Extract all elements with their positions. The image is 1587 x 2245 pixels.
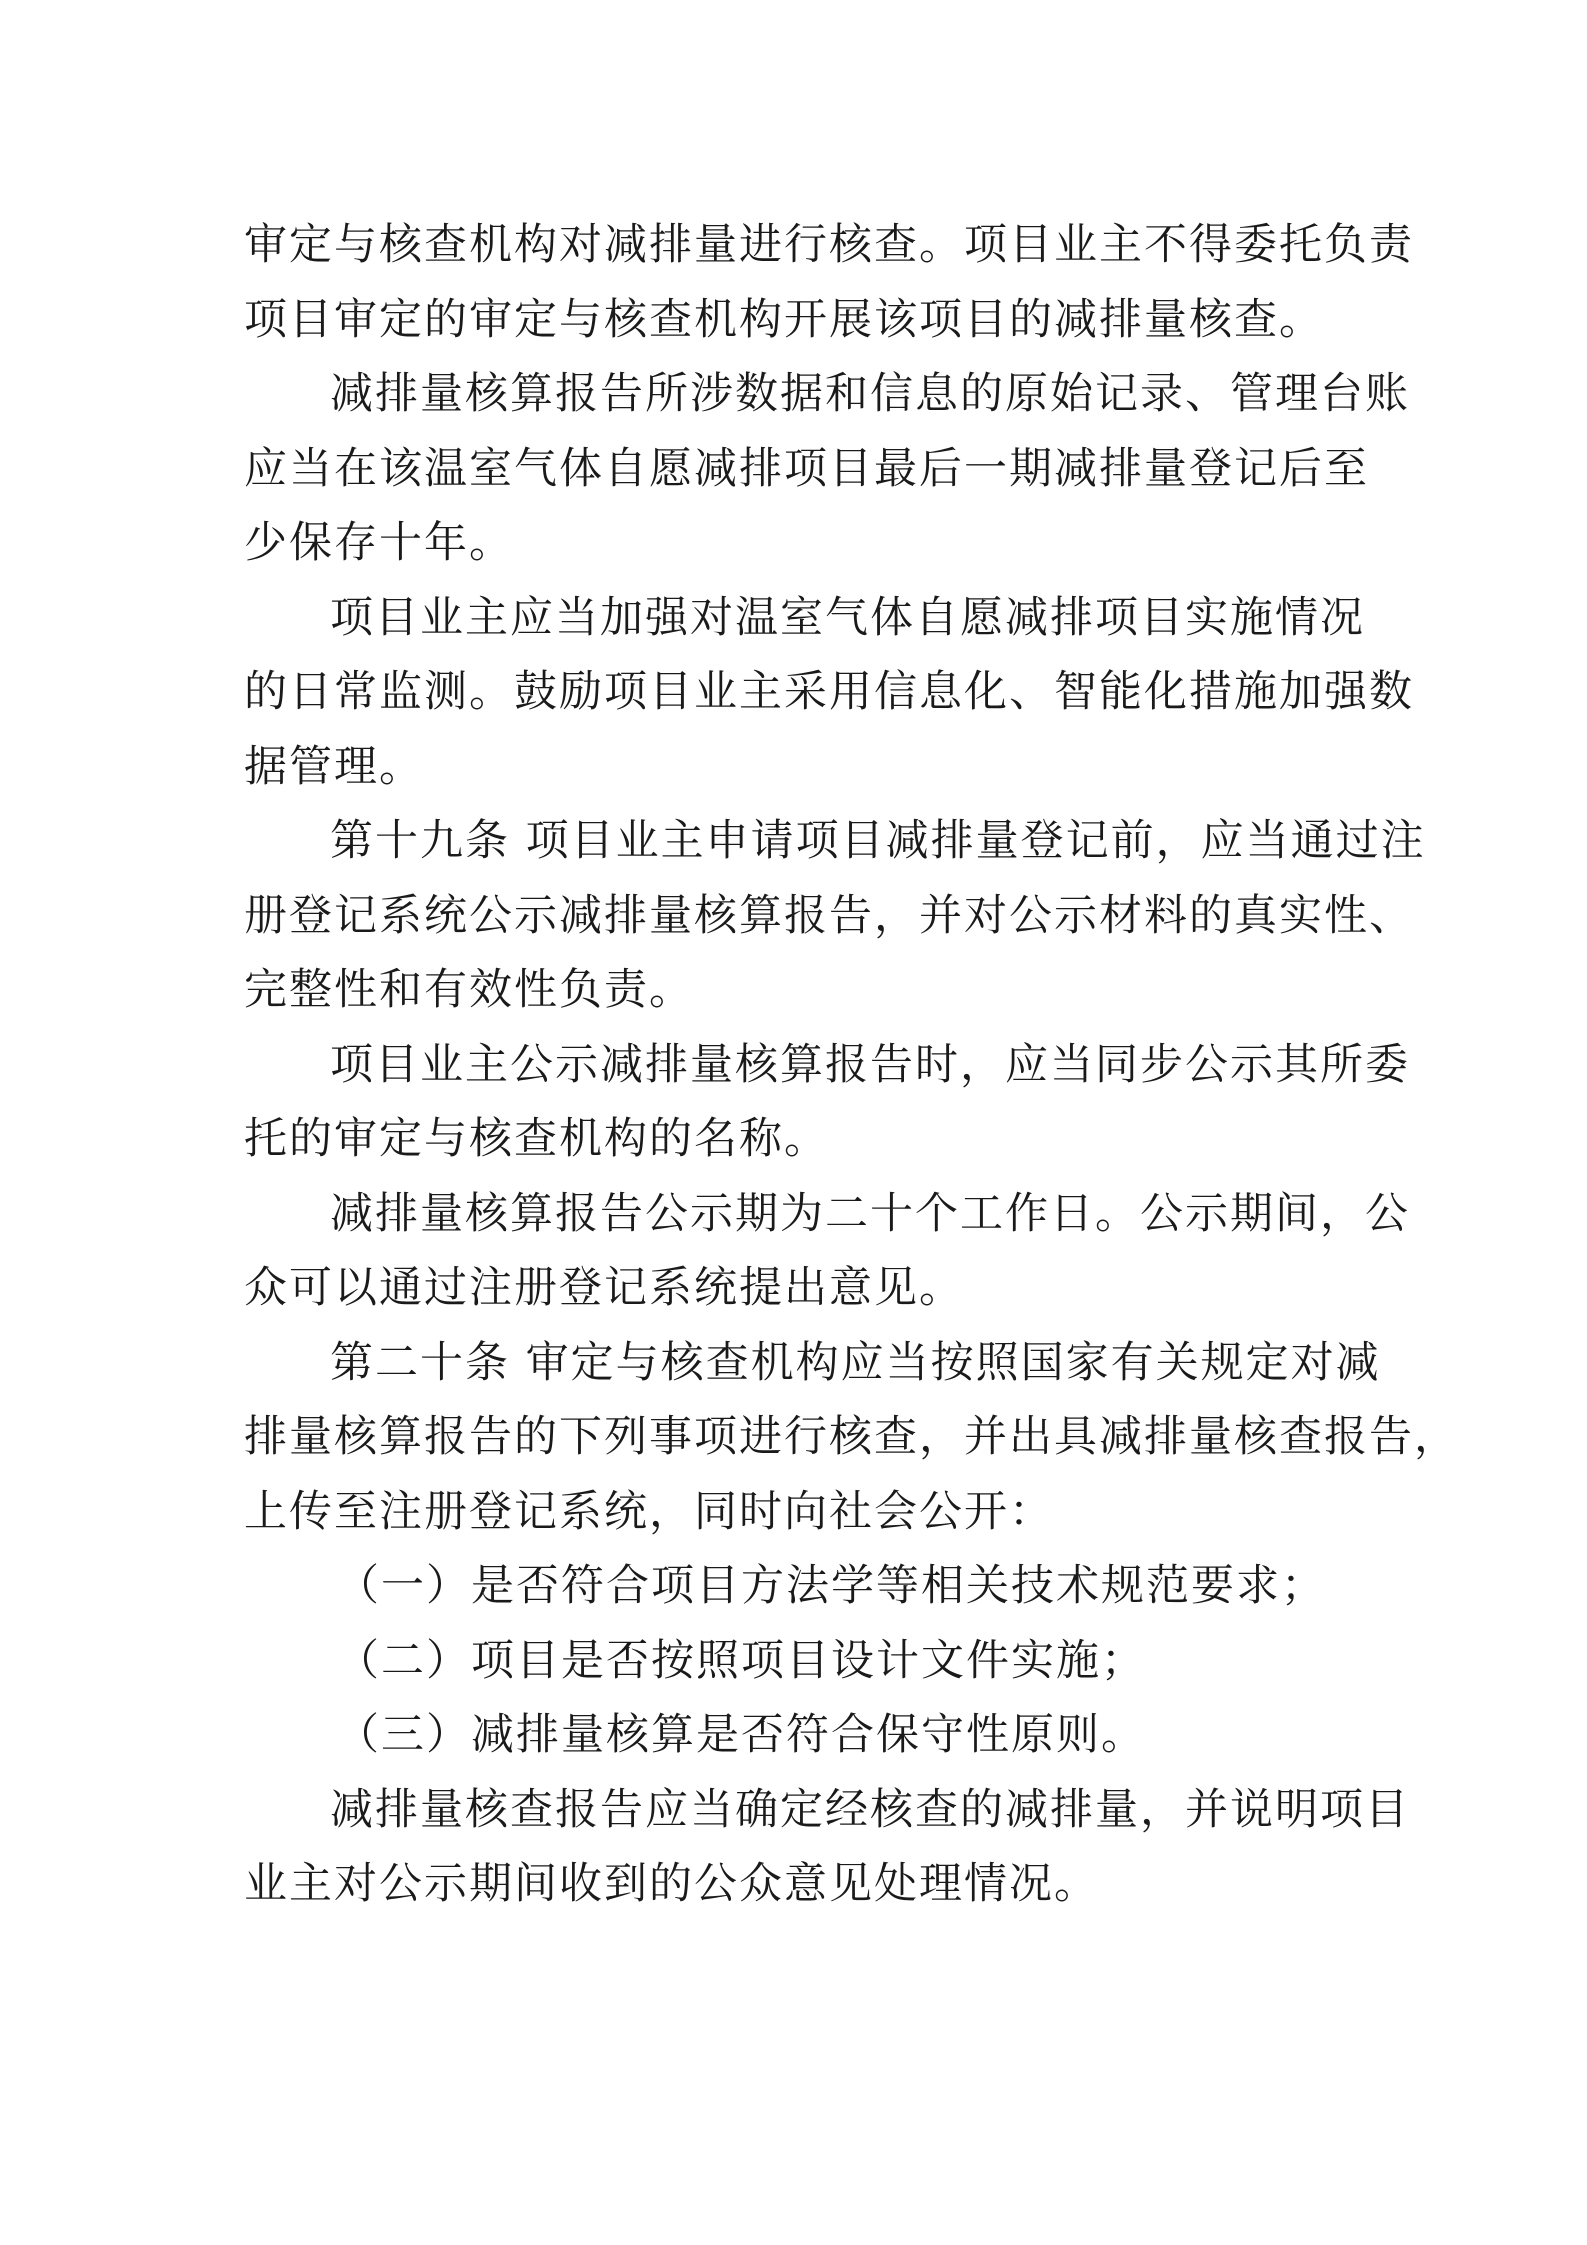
article-20-heading-line: 第二十条 审定与核查机构应当按照国家有关规定对减 (330, 1337, 1381, 1388)
list-item: （三）减排量核算是否符合保守性原则。 (336, 1710, 1146, 1760)
text-line: 据管理。 (244, 741, 424, 792)
text-line: 排量核算报告的下列事项进行核查，并出具减排量核查报告， (244, 1412, 1459, 1462)
document-body (244, 208, 1459, 1922)
text-line: 完整性和有效性负责。 (244, 965, 694, 1015)
article-19-heading-line: 第十九条 项目业主申请项目减排量登记前，应当通过注 (330, 816, 1426, 866)
text-line: 众可以通过注册登记系统提出意见。 (244, 1263, 964, 1313)
text-line: 少保存十年。 (244, 518, 514, 568)
text-line: 项目审定的审定与核查机构开展该项目的减排量核查。 (244, 294, 1324, 345)
text-line: 应当在该温室气体自愿减排项目最后一期减排量登记后至 (244, 443, 1369, 494)
list-item: （二）项目是否按照项目设计文件实施； (336, 1635, 1146, 1686)
paragraph-start-line: 减排量核查报告应当确定经核查的减排量，并说明项目 (330, 1784, 1410, 1835)
paragraph-start-line: 减排量核算报告所涉数据和信息的原始记录、管理台账 (330, 369, 1410, 419)
text-line: 的日常监测。鼓励项目业主采用信息化、智能化措施加强数 (244, 667, 1414, 717)
paragraph-start-line: 项目业主应当加强对温室气体自愿减排项目实施情况 (330, 592, 1365, 643)
text-line: 上传至注册登记系统，同时向社会公开： (244, 1486, 1054, 1537)
text-line: 册登记系统公示减排量核算报告，并对公示材料的真实性、 (244, 890, 1414, 941)
paragraph-start-line: 项目业主公示减排量核算报告时，应当同步公示其所委 (330, 1039, 1410, 1090)
list-item: （一）是否符合项目方法学等相关技术规范要求； (336, 1561, 1326, 1611)
text-line: 审定与核查机构对减排量进行核查。项目业主不得委托负责 (244, 220, 1414, 270)
paragraph-start-line: 减排量核算报告公示期为二十个工作日。公示期间，公 (330, 1188, 1410, 1239)
text-line: 业主对公示期间收到的公众意见处理情况。 (244, 1859, 1099, 1909)
text-line: 托的审定与核查机构的名称。 (244, 1114, 829, 1164)
